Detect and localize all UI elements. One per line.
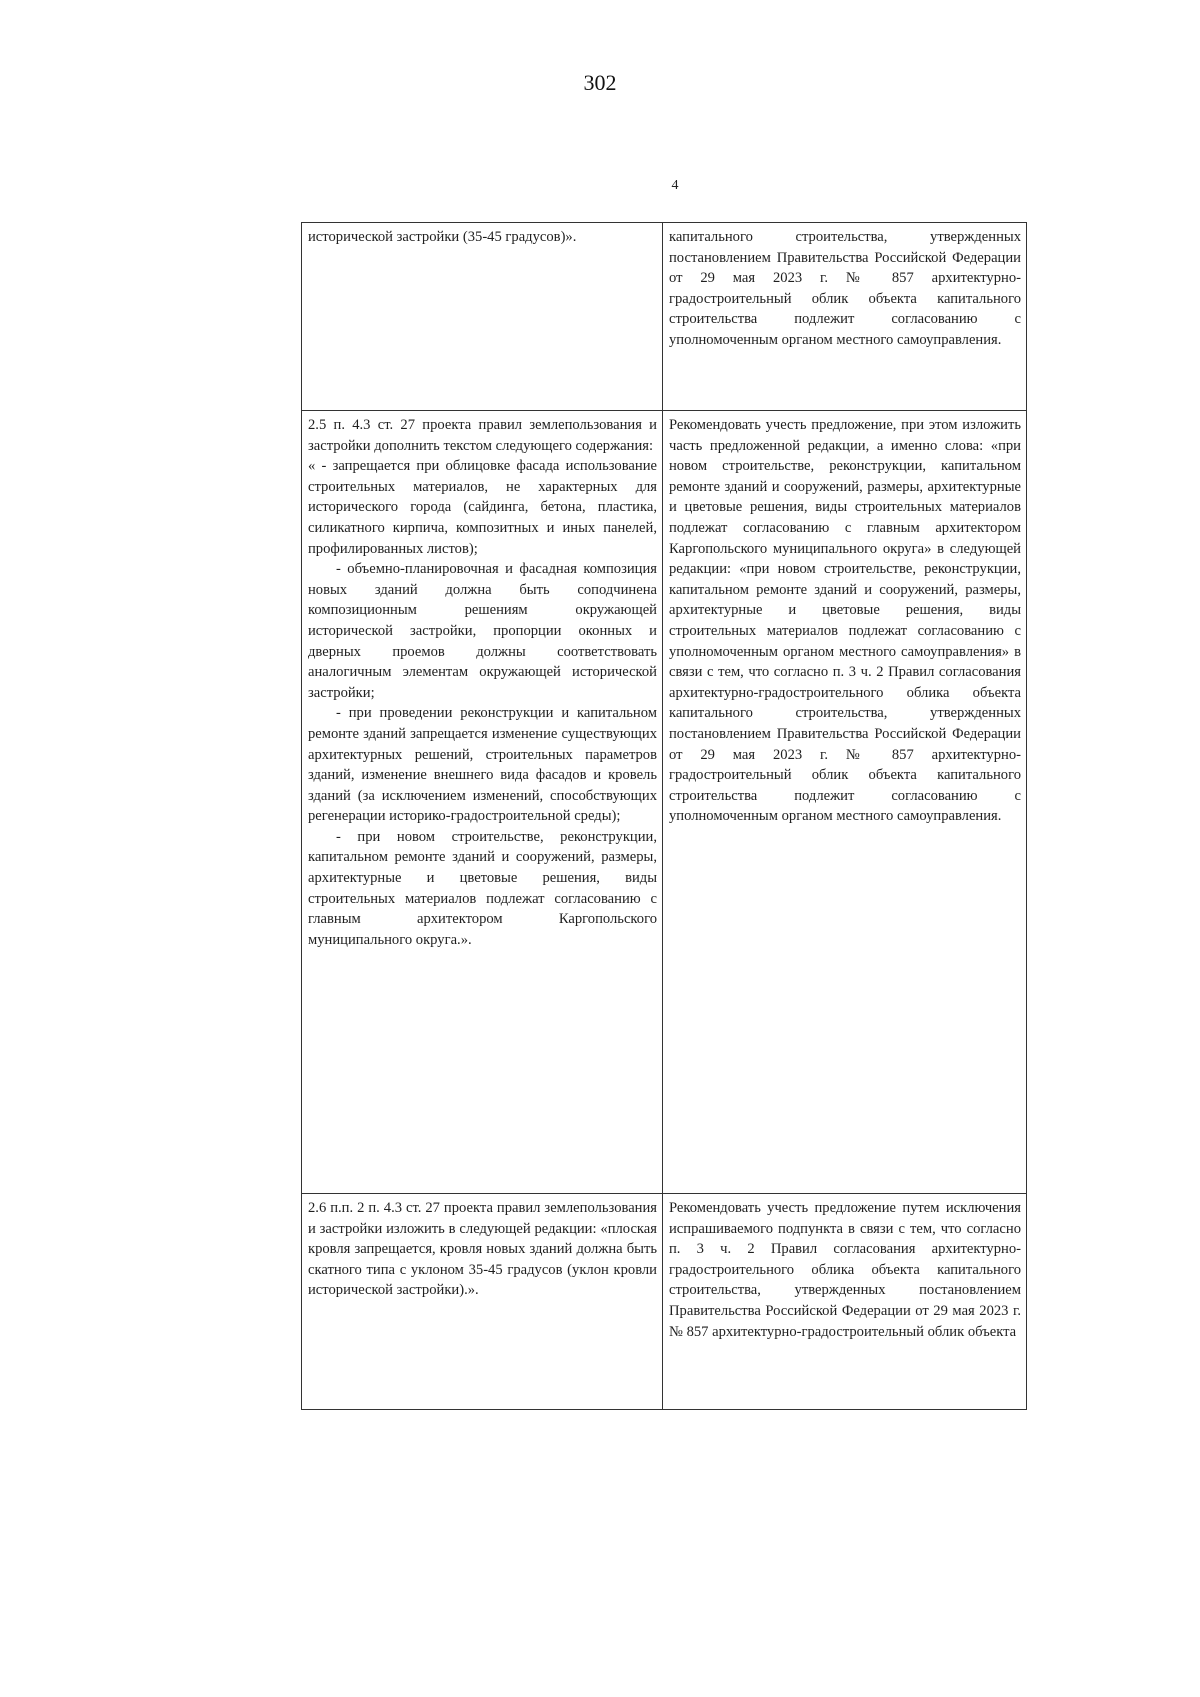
proposal-text: 2.5 п. 4.3 ст. 27 проекта правил землепользования и застройки дополнить текстом следующего содержания: (308, 417, 657, 454)
table-row (302, 1194, 1027, 1410)
recommendation-cell (663, 1194, 1027, 1410)
proposal-text: - при проведении реконструкции и капитальном ремонте зданий запрещается изменение существующих архитектурных решений, строительных параметров зданий, изменение внешнего вида фасадов и кровель зданий (за исключением изменений, способствующих регенерации историко-градостроительной среды); (308, 705, 657, 825)
comments-table (301, 222, 1027, 1410)
recommendation-text: Рекомендовать учесть предложение путем исключения испрашиваемого подпункта в связи с тем, что согласно п. 3 ч. 2 Правил согласования архитектурно-градостроительного облика объекта капитального строительства, утвержденных постановлением Правительства Российской Федерации от 29 мая 2023 г. № 857 архитектурно-градостроительный облик объекта (669, 1200, 1021, 1340)
proposal-text: - при новом строительстве, реконструкции, капитальном ремонте зданий и сооружений, размеры, архитектурные и цветовые решения, виды строительных материалов подлежат согласованию с главным архитектором Каргопольского муниципального округа.». (308, 828, 657, 948)
proposal-text: исторической застройки (35-45 градусов)». (308, 229, 577, 245)
proposal-text: 2.6 п.п. 2 п. 4.3 ст. 27 проекта правил землепользования и застройки изложить в следующей редакции: «плоская кровля запрещается, кровля новых зданий должна быть скатного типа с уклоном 35-45 градусов (уклон кровли исторической застройки).». (308, 1200, 657, 1299)
page-number: 302 (583, 70, 617, 95)
proposal-text: - объемно-планировочная и фасадная композиция новых зданий должна быть соподчинена композиционным решениям окружающей исторической застройки, пропорции оконных и дверных проемов должны соответствовать аналогичным элементам окружающей исторической застройки; (308, 561, 657, 701)
recommendation-text: капитального строительства, утвержденных постановлением Правительства Российской Федерации от 29 мая 2023 г. № 857 архитектурно-градостроительный облик объекта капитального строительства подлежит согласованию с уполномоченным органом местного самоуправления. (669, 229, 1021, 348)
proposal-cell (302, 411, 663, 1194)
table-row (302, 411, 1027, 1194)
scanned-page-number: 4 (671, 178, 679, 193)
recommendation-text: Рекомендовать учесть предложение, при этом изложить часть предложенной редакции, а именно слова: «при новом строительстве, реконструкции, капитальном ремонте зданий и сооружений, размеры, архитектурные и цветовые решения, виды строительных материалов подлежат согласованию с главным архитектором Каргопольского муниципального округа» в следующей редакции: «при новом строительстве, реконструкции, капитальном ремонте зданий и сооружений, размеры, архитектурные и цветовые решения, виды строительных материалов подлежат согласованию с уполномоченным органом местного самоуправления» в связи с тем, что согласно п. 3 ч. 2 Правил согласования архитектурно-градостроительного облика объекта капитального строительства, утвержденных постановлением Правительства Российской Федерации от 29 мая 2023 г. № 857 архитектурно-градостроительный облик объекта капитального строительства подлежит согласованию с уполномоченным органом местного самоуправления. (669, 417, 1021, 825)
proposal-cell (302, 223, 663, 411)
proposal-text: « - запрещается при облицовке фасада использование строительных материалов, не характерных для исторического города (сайдинга, бетона, пластика, силикатного кирпича, композитных и иных панелей, профилированных листов); (308, 458, 657, 557)
recommendation-cell (663, 223, 1027, 411)
proposal-cell (302, 1194, 663, 1410)
recommendation-cell (663, 411, 1027, 1194)
table-row (302, 223, 1027, 411)
